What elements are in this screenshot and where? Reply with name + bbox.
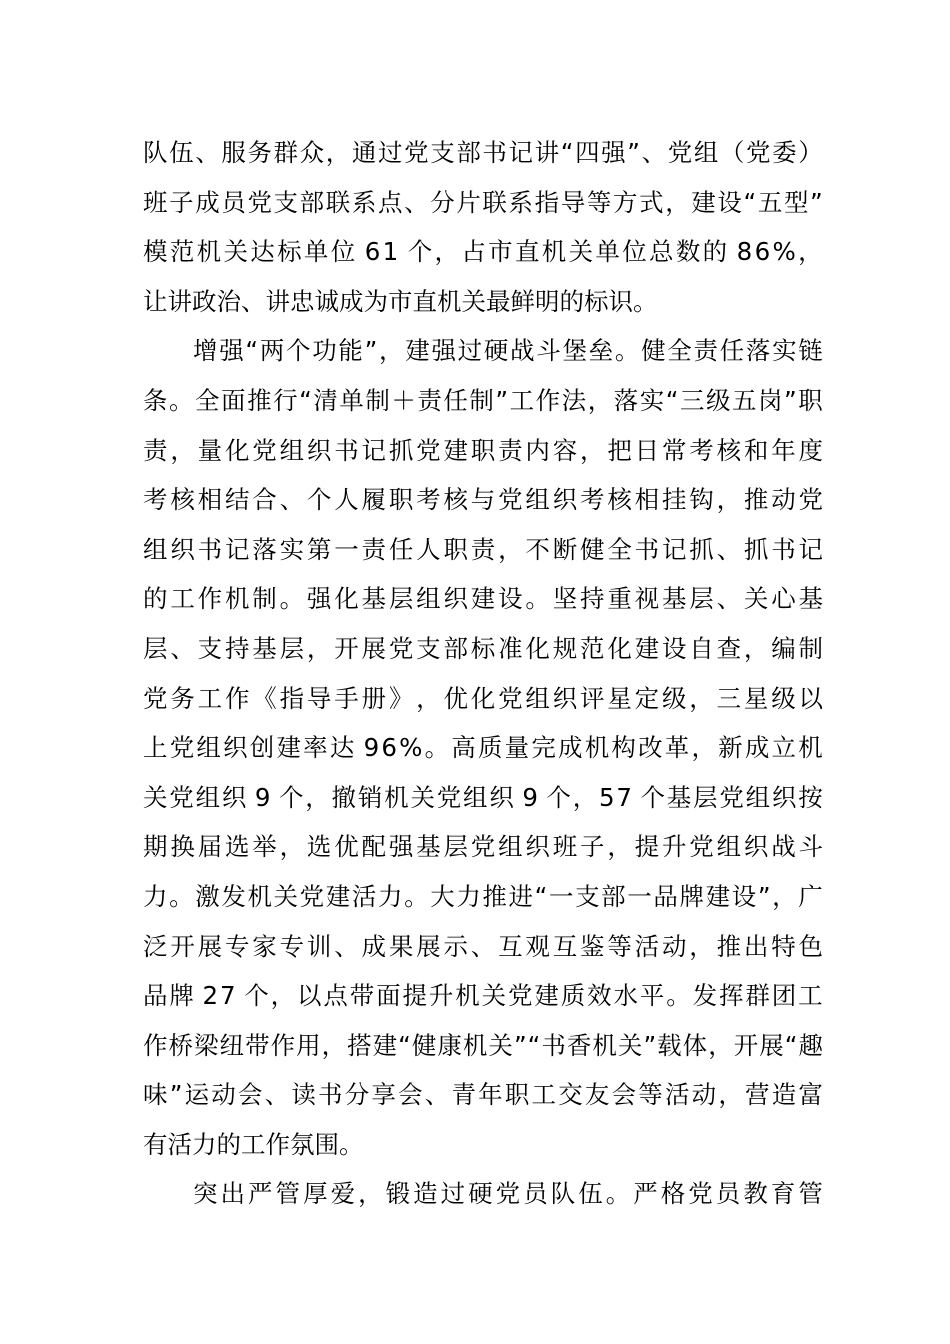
text-line: 作 桥 梁 纽 带 作 用 ， 搭 建 “ 健 康 机 关 ” “ 书 香 机 关 ” 载 体 ， 开 展 “ 趣 (143, 1030, 823, 1060)
text-line: 让讲政治、讲忠诚成为市直机关最鲜明的标识。 (143, 286, 658, 316)
text-line: 组 织 书 记 落 实 第 一 责 任 人 职 责 ， 不 断 健 全 书 记 抓 、 抓 书 记 (143, 534, 823, 564)
text-line: 的 工 作 机 制 。 强 化 基 层 组 织 建 设 。 坚 持 重 视 基 层 、 关 心 基 (143, 584, 823, 614)
paragraph-start-line: 增 强 “ 两 个 功 能 ” ， 建 强 过 硬 战 斗 堡 垒 。 健 全 责 任 落 实 链 (193, 336, 823, 366)
text-line: 党 务 工 作 《 指 导 手 册 》 ， 优 化 党 组 织 评 星 定 级 ， 三 星 级 以 (143, 683, 823, 713)
text-line: 责 ， 量 化 党 组 织 书 记 抓 党 建 职 责 内 容 ， 把 日 常 考 核 和 年 度 (143, 435, 823, 465)
document-body (143, 128, 823, 1219)
text-line: 有活力的工作氛围。 (143, 1129, 364, 1159)
text-line: 泛 开 展 专 家 专 训 、 成 果 展 示 、 互 观 互 鉴 等 活 动 ， 推 出 特 色 (143, 931, 823, 961)
paragraph-start-line: 突 出 严 管 厚 爱 ， 锻 造 过 硬 党 员 队 伍 。 严 格 党 员 教 育 管 (193, 1179, 823, 1209)
text-line: 味 ” 运 动 会 、 读 书 分 享 会 、 青 年 职 工 交 友 会 等 活 动 ， 营 造 富 (143, 1080, 823, 1110)
text-line: 条 。 全 面 推 行 “ 清 单 制 ＋ 责 任 制 ” 工 作 法 ， 落 实 “ 三 级 五 岗 ” 职 (143, 385, 823, 415)
text-line: 考 核 相 结 合 、 个 人 履 职 考 核 与 党 组 织 考 核 相 挂 钩 ， 推 动 党 (143, 485, 823, 515)
text-line: 力 。 激 发 机 关 党 建 活 力 。 大 力 推 进 “ 一 支 部 一 品 牌 建 设 ” ， 广 (143, 881, 823, 911)
text-line: 班 子 成 员 党 支 部 联 系 点 、 分 片 联 系 指 导 等 方 式 ， 建 设 “ 五 型 ” (143, 187, 823, 217)
text-line: 队 伍 、 服 务 群 众 ， 通 过 党 支 部 书 记 讲 “ 四 强 ” 、 党 组 （ 党 委 ） (143, 138, 823, 167)
text-line: 期 换 届 选 举 ， 选 优 配 强 基 层 党 组 织 班 子 ， 提 升 党 组 织 战 斗 (143, 832, 823, 862)
text-line: 层 、 支 持 基 层 ， 开 展 党 支 部 标 准 化 规 范 化 建 设 自 查 ， 编 制 (143, 633, 823, 663)
text-line: 上 党 组 织 创 建 率 达 9 6 % 。 高 质 量 完 成 机 构 改 革 ， 新 成 立 机 (143, 733, 823, 763)
text-line: 品 牌 2 7 个 ， 以 点 带 面 提 升 机 关 党 建 质 效 水 平 。 发 挥 群 团 工 (143, 981, 823, 1011)
text-line: 模 范 机 关 达 标 单 位 6 1 个 ， 占 市 直 机 关 单 位 总 数 的 8 6 % ， (143, 237, 823, 267)
text-line: 关 党 组 织 9 个 ， 撤 销 机 关 党 组 织 9 个 ， 5 7 个 基 层 党 组 织 按 (143, 782, 823, 812)
